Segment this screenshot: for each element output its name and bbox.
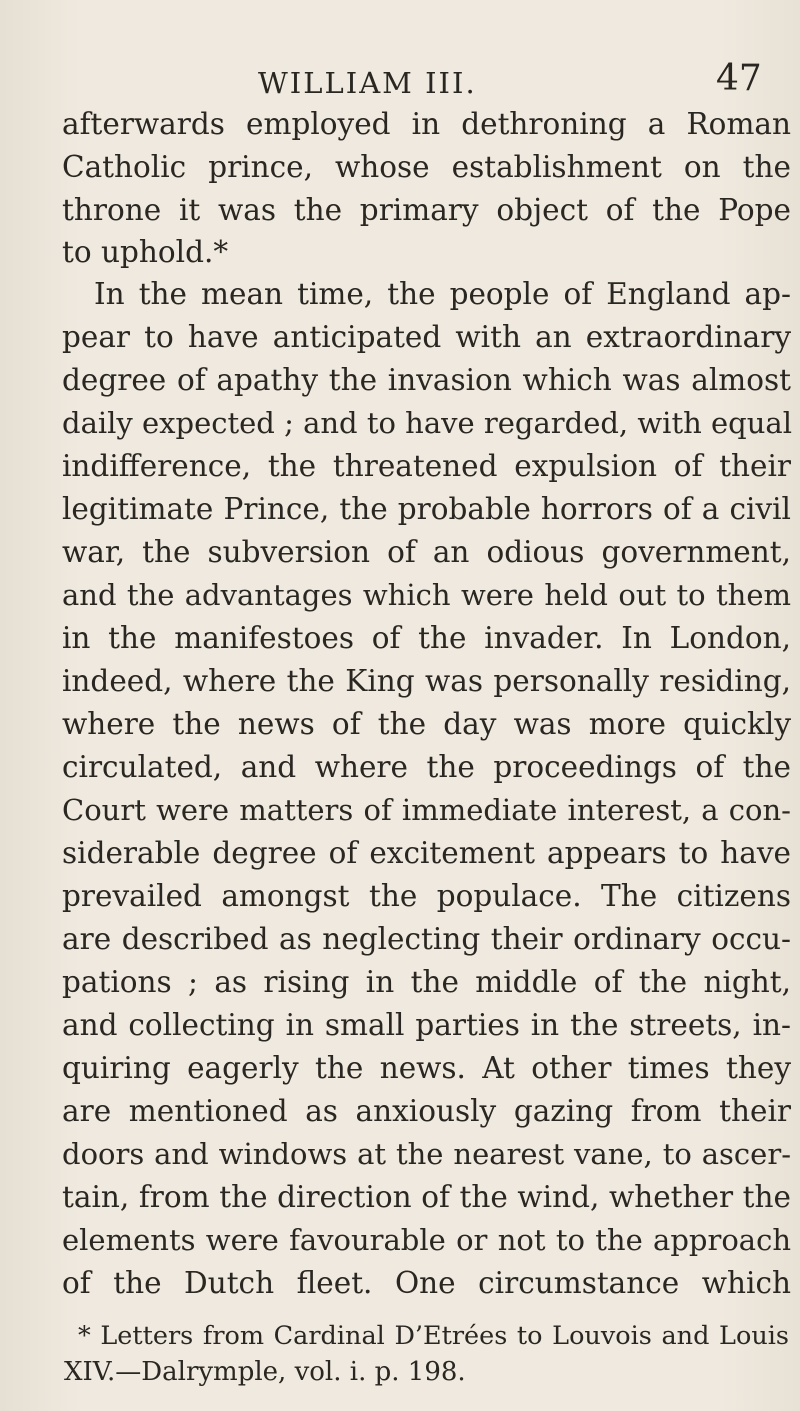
text-line: are described as neglecting their ordinary occu- <box>62 922 791 956</box>
text-line: circulated, and where the proceedings of the <box>62 750 791 784</box>
text-line: prevailed amongst the populace. The citizens <box>62 879 791 913</box>
text-line: of the Dutch fleet. One circumstance which <box>62 1266 791 1300</box>
text-line: and collecting in small parties in the streets, in- <box>62 1008 791 1042</box>
text-line: where the news of the day was more quickly <box>62 707 791 741</box>
text-line: Court were matters of immediate interest, a con- <box>62 793 791 827</box>
text-line: legitimate Prince, the probable horrors of a civil <box>62 492 791 526</box>
text-line: siderable degree of excitement appears to have <box>62 836 791 870</box>
text-line: to uphold.* <box>62 235 229 269</box>
text-line: are mentioned as anxiously gazing from their <box>62 1094 791 1128</box>
text-line: degree of apathy the invasion which was almost <box>62 363 791 397</box>
text-line: indeed, where the King was personally residing, <box>62 664 791 698</box>
footnote-line: XIV.—Dalrymple, vol. i. p. 198. <box>64 1357 466 1387</box>
text-line: quiring eagerly the news. At other times they <box>62 1051 791 1085</box>
text-line: in the manifestoes of the invader. In London, <box>62 621 791 655</box>
text-line: Catholic prince, whose establishment on the <box>62 150 791 184</box>
text-line: elements were favourable or not to the approach <box>62 1223 791 1257</box>
text-line: and the advantages which were held out to them <box>62 578 791 612</box>
text-line: pear to have anticipated with an extraordinary <box>62 320 791 354</box>
text-line: In the mean time, the people of England ap- <box>94 277 791 311</box>
footnote-line: * Letters from Cardinal D’Etrées to Louvois and Louis <box>78 1321 789 1351</box>
text-line: indifference, the threatened expulsion of their <box>62 449 791 483</box>
text-line: pations ; as rising in the middle of the night, <box>62 965 791 999</box>
text-line: afterwards employed in dethroning a Roman <box>62 107 791 141</box>
text-line: throne it was the primary object of the Pope <box>62 193 791 227</box>
running-head-title: WILLIAM III. <box>258 66 477 100</box>
text-line: tain, from the direction of the wind, whether the <box>62 1180 791 1214</box>
text-line: doors and windows at the nearest vane, to ascer- <box>62 1137 791 1171</box>
page-number: 47 <box>716 58 762 99</box>
text-line: war, the subversion of an odious government, <box>62 535 791 569</box>
text-line: daily expected ; and to have regarded, with equal <box>62 406 792 440</box>
running-head <box>0 58 800 108</box>
